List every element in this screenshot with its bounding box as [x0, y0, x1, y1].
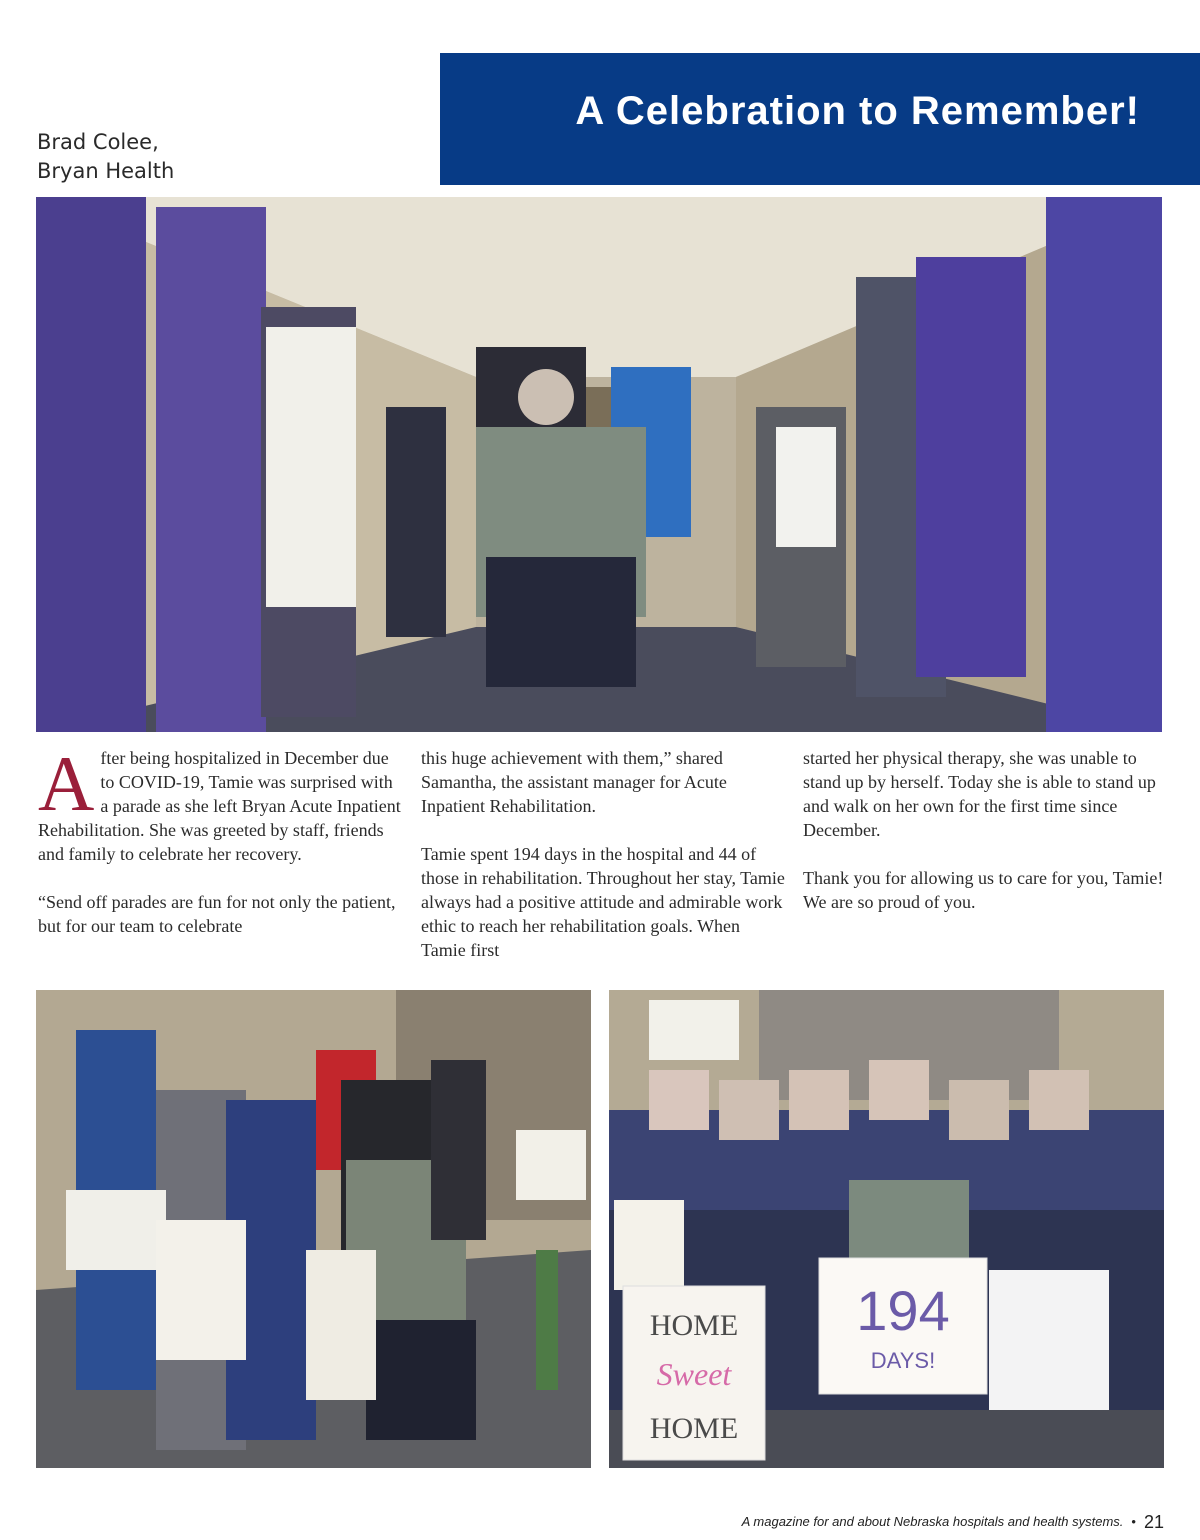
footer-tagline: A magazine for and about Nebraska hospitals and health systems.	[741, 1514, 1124, 1529]
photo-send-off-illustration	[36, 990, 591, 1468]
article-paragraph: “Send off parades are fun for not only the patient, but for our team to celebrate	[38, 892, 396, 936]
byline-author: Brad Colee,	[37, 130, 159, 154]
photo-hallway-parade	[36, 197, 1162, 732]
sign-194-number: 194	[856, 1279, 950, 1342]
article-paragraph	[38, 740, 403, 866]
article-paragraph: started her physical therapy, she was unable to stand up by herself. Today she is able to stand up and walk on her own for the first time since December.	[803, 748, 1156, 840]
photo-group-illustration	[609, 990, 1164, 1468]
article-column-2	[421, 746, 786, 986]
article-paragraph-text: fter being hospitalized in December due to COVID-19, Tamie was surprised with a parade as she left Bryan Acute Inpatient Rehabilitation. She was greeted by staff, friends and family to celebrate her recovery.	[38, 748, 401, 864]
sign-home-line-2: Sweet	[656, 1356, 732, 1392]
sign-home-line-3: HOME	[649, 1412, 739, 1445]
page-number: 21	[1143, 1512, 1164, 1532]
article-paragraph: Tamie spent 194 days in the hospital and 44 of those in rehabilitation. Throughout her stay, Tamie always had a positive attitude and admirable work ethic to reach her rehabilitation goals. When Tamie first	[421, 844, 785, 960]
article-column-1	[38, 740, 403, 962]
photo-hallway-illustration	[36, 197, 1162, 732]
article-column-3	[803, 746, 1168, 938]
title-banner	[440, 53, 1200, 185]
sign-home-line-1: HOME	[649, 1309, 739, 1342]
drop-cap: A	[38, 740, 95, 827]
article-paragraph: this huge achievement with them,” shared Samantha, the assistant manager for Acute Inpatient Rehabilitation.	[421, 748, 727, 816]
article-paragraph: Thank you for allowing us to care for you, Tamie! We are so proud of you.	[803, 868, 1164, 912]
page-footer	[742, 1512, 1164, 1533]
byline	[37, 128, 174, 186]
byline-org: Bryan Health	[37, 159, 175, 183]
sign-194-word: DAYS!	[870, 1348, 936, 1373]
page-title: A Celebration to Remember!	[575, 89, 1140, 133]
photo-group-celebration	[609, 990, 1164, 1468]
footer-separator: •	[1131, 1514, 1136, 1529]
photo-wheelchair-send-off	[36, 990, 591, 1468]
